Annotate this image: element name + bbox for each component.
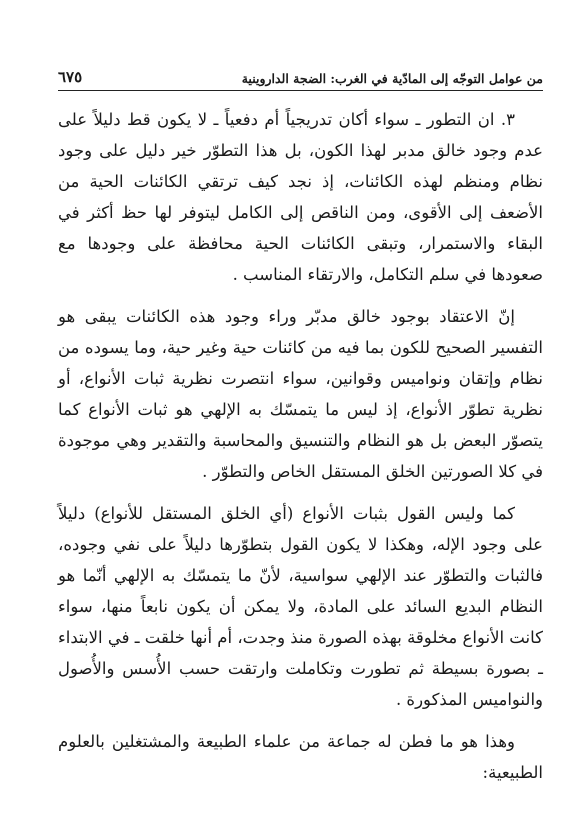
page-body [58, 104, 543, 799]
page-number: ٦٧٥ [58, 68, 83, 86]
paragraph-fixity-of-species: كما وليس القول بثبات الأنواع (أي الخلق المستقل للأنواع) دليلاً على وجود الإله، وهكذا لا يكون القول بتطوّرها دليلاً على نفي وجوده، فالثبات والتطوّر عند الإلهي سواسية، لأنّ ما يتمسّك به الإلهي أنّما هو النظام البديع السائد على المادة، ولا يمكن أن يكون نابعاً منها، سواء كانت الأنواع مخلوقة بهذه الصورة منذ وجدت، أم أنها خلقت ـ في الابتداء ـ بصورة بسيطة ثم تطورت وتكاملت وارتقت حسب الأُسس والأُصول والنواميس المذكورة . [58, 504, 543, 709]
paragraph-point-3: ٣. ان التطور ـ سواء أكان تدريجياً أم دفعياً ـ لا يكون قط دليلاً على عدم وجود خالق مدبر لهذا الكون، بل هذا التطوّر خير دليل على وجود نظام ومنظم لهذه الكائنات، إذ نجد كيف ترتقي الكائنات الحية من الأضعف إلى الأقوى، ومن الناقص إلى الكامل ليتوفر لها حظ أكثر في البقاء والاستمرار، وتبقى الكائنات الحية محافظة على وجودها مع صعودها في سلم التكامل، والارتقاء المناسب . [58, 110, 543, 284]
header-divider [58, 90, 543, 91]
paragraph-belief-in-creator: إنّ الاعتقاد بوجود خالق مدبّر وراء وجود هذه الكائنات يبقى هو التفسير الصحيح للكون بما فيه من كائنات حية وغير حية، وما يسوده من نظام وإتقان ونواميس وقوانين، سواء انتصرت نظرية ثبات الأنواع، أو نظرية تطوّر الأنواع، إذ ليس ما يتمسّك به الإلهي هو ثبات الأنواع كما يتصوّر البعض بل هو النظام والتنسيق والمحاسبة والتقدير وهي موجودة في كلا الصورتين الخلق المستقل الخاص والتطوّر . [58, 307, 543, 481]
chapter-title: من عوامل التوجّه إلى المادّية في الغرب: الضجة الداروينية [241, 71, 543, 86]
paragraph-scientists-intro: وهذا هو ما فطن له جماعة من علماء الطبيعة والمشتغلين بالعلوم الطبيعية: [58, 732, 543, 782]
running-header [58, 62, 543, 86]
